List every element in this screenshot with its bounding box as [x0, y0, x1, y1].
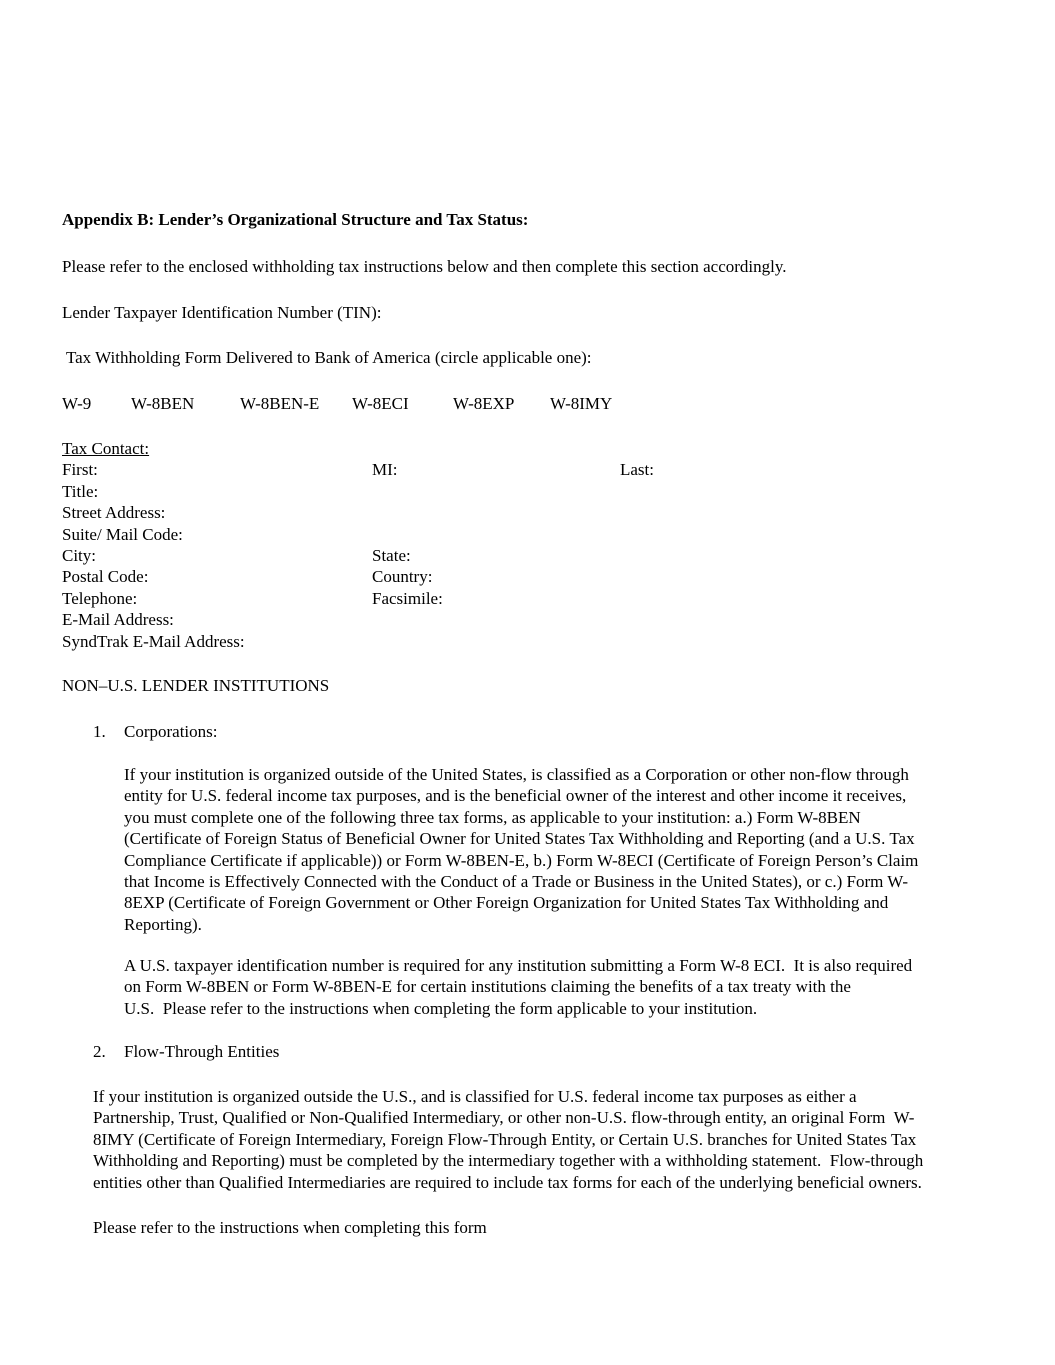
section-1-number: 1.: [93, 722, 106, 741]
intro-text: Please refer to the enclosed withholding tax instructions below and then complete this section accordingly.: [62, 257, 787, 276]
text-line: U.S. Please refer to the instructions when completing the form applicable to your institution.: [124, 998, 758, 1018]
text-line: Compliance Certificate if applicable)) or Form W-8BEN-E, b.) Form W-8ECI (Certificate of Foreign Person’s Claim: [124, 850, 919, 870]
first-name-label: First:: [62, 460, 98, 480]
postal-code-label: Postal Code:: [62, 567, 149, 587]
city-label: City:: [62, 545, 97, 565]
text-line: Partnership, Trust, Qualified or Non-Qualified Intermediary, or other non-U.S. flow-through entity, an original Form W-: [93, 1108, 915, 1128]
last-name-label: Last:: [620, 460, 654, 480]
form-option[interactable]: W-8ECI: [352, 394, 409, 413]
closing-text: Please refer to the instructions when completing this form: [93, 1218, 487, 1237]
text-line: If your institution is organized outside of the United States, is classified as a Corporation or other non-flow through: [124, 765, 909, 784]
section-2-heading: Flow-Through Entities: [124, 1042, 280, 1061]
form-option[interactable]: W-9: [62, 394, 92, 413]
syndtrak-email-label: SyndTrak E-Mail Address:: [62, 631, 245, 651]
email-label: E-Mail Address:: [62, 610, 174, 630]
facsimile-label: Facsimile:: [372, 588, 443, 608]
text-line: entities other than Qualified Intermediaries are required to include tax forms for each of the underlying beneficial owners.: [93, 1172, 922, 1192]
section-1-paragraph-1: [124, 764, 918, 935]
form-option[interactable]: W-8IMY: [550, 394, 613, 413]
street-address-label: Street Address:: [62, 503, 166, 523]
text-line: that Income is Effectively Connected with the Conduct of a Trade or Business in the United States), or c.) Form W-: [124, 871, 909, 891]
telephone-label: Telephone:: [62, 588, 138, 608]
section-1-paragraph-2: [124, 955, 912, 1019]
section-2-paragraph: [93, 1086, 923, 1193]
text-line: 8EXP (Certificate of Foreign Government or Other Foreign Organization for United States Tax Withholding and: [124, 893, 889, 913]
form-delivered-label: Tax Withholding Form Delivered to Bank of America (circle applicable one):: [62, 348, 592, 367]
form-option[interactable]: W-8BEN: [131, 394, 195, 413]
text-line: you must complete one of the following three tax forms, as applicable to your institution: a.) Form W-8BEN: [124, 807, 861, 827]
text-line: Reporting).: [124, 914, 202, 934]
text-line: on Form W-8BEN or Form W-8BEN-E for certain institutions claiming the benefits of a tax treaty with the: [124, 977, 851, 997]
tax-contact-section: [62, 438, 245, 652]
state-label: State:: [372, 546, 411, 565]
suite-label: Suite/ Mail Code:: [62, 524, 183, 544]
text-line: entity for U.S. federal income tax purposes, and is the beneficial owner of the interest and other income it receives,: [124, 786, 907, 806]
country-label: Country:: [372, 567, 433, 587]
text-line: If your institution is organized outside the U.S., and is classified for U.S. federal income tax purposes as either a: [93, 1087, 857, 1106]
section-2-number: 2.: [93, 1042, 106, 1061]
non-us-heading: NON–U.S. LENDER INSTITUTIONS: [62, 676, 330, 695]
page-title: Appendix B: Lender’s Organizational Structure and Tax Status:: [62, 210, 529, 229]
section-1-heading: Corporations:: [124, 722, 218, 741]
text-line: A U.S. taxpayer identification number is required for any institution submitting a Form W-8 ECI. It is also required: [124, 956, 913, 975]
mi-label: MI:: [372, 460, 398, 480]
tax-contact-heading: Tax Contact:: [62, 439, 150, 458]
form-option[interactable]: W-8BEN-E: [240, 394, 320, 413]
text-line: 8IMY (Certificate of Foreign Intermediary, Foreign Flow-Through Entity, or Certain U.S. branches for United States Tax: [93, 1129, 917, 1149]
tin-label: Lender Taxpayer Identification Number (TIN):: [62, 303, 382, 322]
form-options: [0, 393, 700, 415]
text-line: Withholding and Reporting) must be completed by the intermediary together with a withholding statement. Flow-through: [93, 1151, 924, 1171]
title-label: Title:: [62, 481, 99, 501]
text-line: (Certificate of Foreign Status of Beneficial Owner for United States Tax Withholding and Reporting (and a U.S. Tax: [124, 829, 915, 849]
form-option[interactable]: W-8EXP: [453, 394, 515, 413]
